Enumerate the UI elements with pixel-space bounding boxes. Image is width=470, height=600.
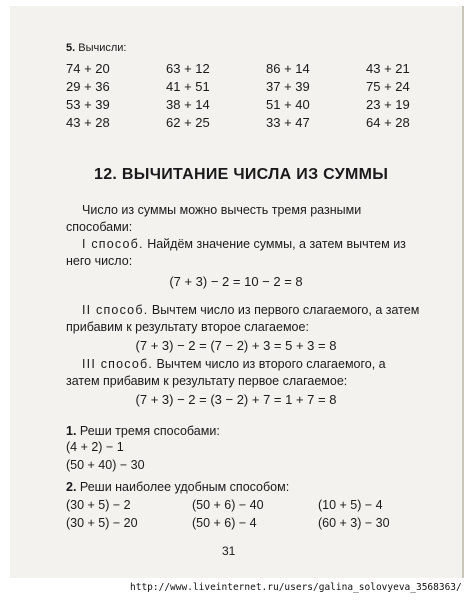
watermark-url: http://www.liveinternet.ru/users/galina_solovyeva_3568363/: [130, 582, 462, 593]
expression: 43 + 28: [66, 115, 110, 130]
exercise-5-instruction: Вычисли:: [78, 42, 127, 54]
intro-paragraph: [66, 202, 420, 236]
exercise-1-item: (50 + 40) − 30: [66, 458, 145, 472]
method-3-text: Вычтем число из второго слагаемого, а затем прибавим к результату первое слагаемое:: [66, 357, 386, 388]
section-title: 12. ВЫЧИТАНИЕ ЧИСЛА ИЗ СУММЫ: [94, 166, 389, 183]
method-1-label: I способ.: [82, 237, 144, 251]
expression: 37 + 39: [266, 79, 310, 94]
expression: 75 + 24: [366, 79, 410, 94]
exercise-1-item: (4 + 2) − 1: [66, 440, 124, 454]
exercise-2-expression: (60 + 3) − 30: [318, 516, 390, 530]
exercise-2-number: 2.: [66, 480, 77, 494]
expression: 33 + 47: [266, 115, 310, 130]
exercise-5-number: 5.: [66, 42, 76, 54]
expression: 41 + 51: [166, 79, 210, 94]
expression: 38 + 14: [166, 97, 210, 112]
method-1-text: Найдём значение суммы, а затем вычтем из него число:: [66, 237, 406, 268]
method-3-label: III способ.: [82, 357, 154, 371]
book-page: [10, 6, 464, 578]
expression: 64 + 28: [366, 115, 410, 130]
expression: 51 + 40: [266, 97, 310, 112]
expression: 74 + 20: [66, 61, 110, 76]
page-number: 31: [222, 544, 236, 558]
expression: 43 + 21: [366, 61, 410, 76]
intro-text: Число из суммы можно вычесть тремя разными способами:: [66, 203, 362, 234]
method-1-formula: (7 + 3) − 2 = 10 − 2 = 8: [169, 274, 303, 289]
exercise-2-header: [66, 480, 289, 494]
exercise-2-expression: (30 + 5) − 2: [66, 498, 131, 512]
method-2-text: Вычтем число из первого слагаемого, а затем прибавим к результату второе слагаемое:: [66, 303, 420, 334]
expression: 53 + 39: [66, 97, 110, 112]
expression: 23 + 19: [366, 97, 410, 112]
method-2-formula: (7 + 3) − 2 = (7 − 2) + 3 = 5 + 3 = 8: [135, 338, 337, 353]
method-2-paragraph: [66, 302, 420, 336]
expression: 63 + 12: [166, 61, 210, 76]
expression: 62 + 25: [166, 115, 210, 130]
exercise-5-grid: [66, 60, 456, 131]
exercise-2-expression: (50 + 6) − 4: [192, 516, 257, 530]
method-2-label: II способ.: [82, 303, 149, 317]
method-3-formula: (7 + 3) − 2 = (3 − 2) + 7 = 1 + 7 = 8: [135, 392, 337, 407]
exercise-5-header: [66, 42, 127, 54]
method-3-paragraph: [66, 356, 420, 390]
expression: 86 + 14: [266, 61, 310, 76]
method-1-paragraph: [66, 236, 420, 270]
show-through-text: [340, 46, 343, 57]
exercise-2-expression: (50 + 6) − 40: [192, 498, 264, 512]
exercise-2-expression: (30 + 5) − 20: [66, 516, 138, 530]
exercise-2-instruction: Реши наиболее удобным способом:: [79, 480, 290, 494]
exercise-1-header: [66, 424, 220, 438]
expression: 29 + 36: [66, 79, 110, 94]
exercise-1-number: 1.: [66, 424, 77, 438]
exercise-2-expression: (10 + 5) − 4: [318, 498, 383, 512]
exercise-1-instruction: Реши тремя способами:: [79, 424, 220, 438]
